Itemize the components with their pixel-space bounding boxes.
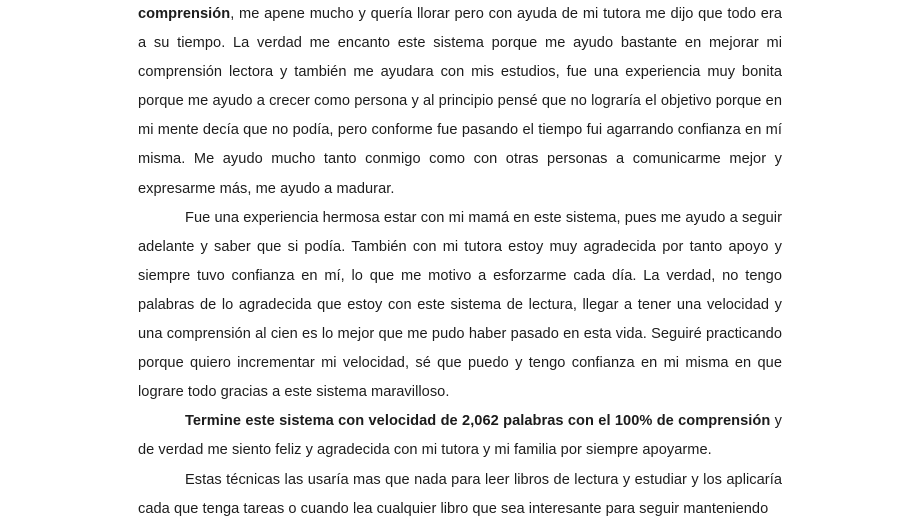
bold-text-run: Termine este sistema con velocidad de 2,062 palabras con el 100% de comprensión	[185, 413, 771, 430]
text-run: Fue una experiencia hermosa estar con mi mamá en este sistema, pues me ayudo a seguir adelante y saber que si podía. También con mi tutora estoy muy agradecida por tanto apoyo y siempre tuvo confianza en mí, lo que me motivo a esforzarme cada día. La verdad, no tengo palabras de lo agradecida que estoy con este sistema de lectura, llegar a tener una velocidad y una comprensión al cien es lo mejor que me pudo haber pasado en esta vida. Seguiré practicando porque quiero incrementar mi velocidad, sé que puedo y tengo confianza en mi misma en que lograre todo gracias a este sistema maravilloso.	[138, 209, 782, 401]
text-run: y de verdad me siento feliz y agradecida con mi tutora y mi familia por siempre apoyarme.	[138, 413, 782, 459]
text-run: Estas técnicas las usaría mas que nada para leer libros de lectura y estudiar y los aplicaría cada que tenga tareas o cuando lea cualquier libro que sea interesante para seguir manteniendo	[138, 471, 782, 517]
text-run: , me apene mucho y quería llorar pero con ayuda de mi tutora me dijo que todo era a su tiempo. La verdad me encanto este sistema porque me ayudo bastante en mejorar mi comprensión lectora y también me ayudara con mis estudios, fue una experiencia muy bonita porque me ayudo a crecer como persona y al principio pensé que no lograría el objetivo porque en mi mente decía que no podía, pero conforme fue pasando el tiempo fui agarrando confianza en mí misma. Me ayudo mucho tanto conmigo como con otras personas a comunicarme mejor y expresarme más, me ayudo a madurar.	[138, 6, 782, 197]
paragraph	[138, 0, 782, 204]
paragraph	[138, 466, 782, 524]
bold-text-run: comprensión	[138, 6, 231, 22]
paragraph	[138, 204, 782, 408]
paragraph	[138, 407, 782, 465]
document-body	[138, 0, 782, 524]
